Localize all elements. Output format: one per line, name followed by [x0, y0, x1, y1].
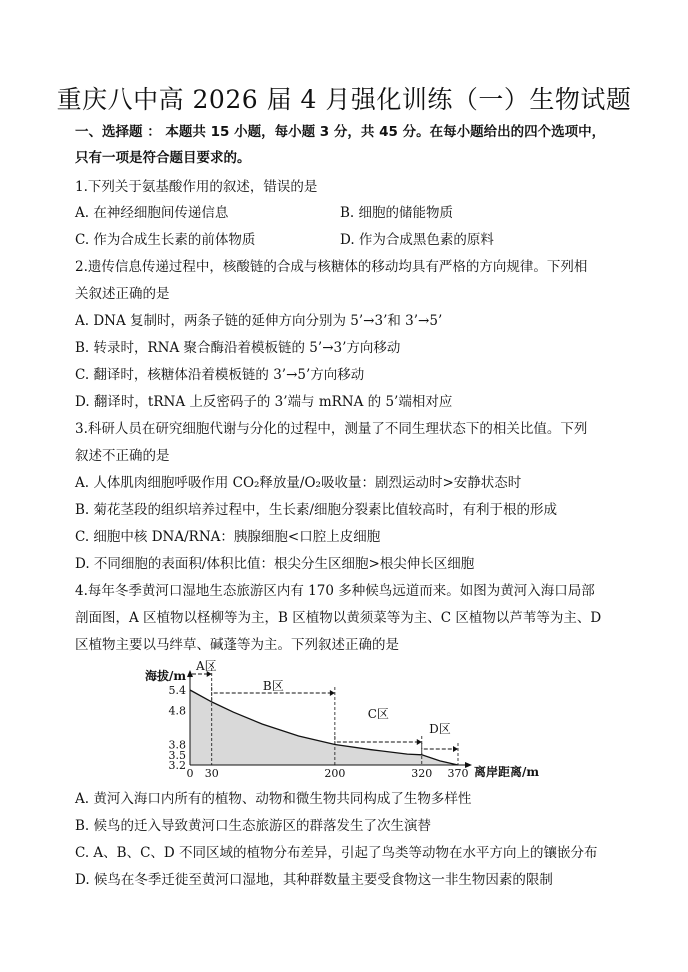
x-tick-label: 370 [447, 767, 469, 780]
zone-arrow [417, 739, 422, 745]
q3-option-d: D. 不同细胞的表面积/体积比值：根尖分生区细胞>根尖伸长区细胞 [75, 556, 475, 572]
q1-stem: 1.下列关于氨基酸作用的叙述，错误的是 [75, 179, 318, 195]
q4-option-a: A. 黄河入海口内所有的植物、动物和微生物共同构成了生物多样性 [75, 791, 472, 807]
y-tick-label: 4.8 [168, 704, 186, 718]
x-tick-label: 0 [186, 767, 194, 780]
q3-stem-line1: 3.科研人员在研究细胞代谢与分化的过程中，测量了不同生理状态下的相关比值。下列 [75, 421, 588, 437]
q4-stem-line1: 4.每年冬季黄河口湿地生态旅游区内有 170 多种候鸟远道而来。如图为黄河入海口局部 [75, 583, 595, 599]
q1-option-c: C. 作为合成生长素的前体物质 [75, 232, 256, 248]
y-tick-label: 5.4 [168, 684, 186, 697]
q1-option-d: D. 作为合成黑色素的原料 [340, 232, 494, 248]
q2-option-b: B. 转录时，RNA 聚合酶沿着模板链的 5’→3’方向移动 [75, 340, 401, 356]
q1-option-b: B. 细胞的储能物质 [340, 205, 454, 221]
y-axis-arrow [187, 670, 193, 677]
q2-option-c: C. 翻译时，核糖体沿着模板链的 3’→5’方向移动 [75, 367, 365, 383]
zone-arrow [330, 690, 335, 696]
q1-option-a: A. 在神经细胞间传递信息 [75, 205, 229, 221]
q2-option-d: D. 翻译时，tRNA 上反密码子的 3’端与 mRNA 的 5’端相对应 [75, 394, 453, 410]
zone-label: B区 [262, 679, 284, 693]
y-axis-label: 海拔/m [145, 669, 187, 683]
zone-label: A区 [196, 659, 217, 673]
q3-option-b: B. 菊花茎段的组织培养过程中，生长素/细胞分裂素比值较高时，有利于根的形成 [75, 502, 558, 518]
section-heading-line1: 一、选择题 ： 本题共 15 小题，每小题 3 分，共 45 分。在每小题给出的四个选项中， [75, 124, 606, 140]
exam-title: 重庆八中高 2026 届 4 月强化训练（一）生物试题 [56, 85, 632, 114]
q2-stem-line2: 关叙述正确的是 [75, 286, 170, 302]
q2-option-a: A. DNA 复制时，两条子链的延伸方向分别为 5’→3’和 3’→5’ [75, 313, 443, 329]
q4-stem-line2: 剖面图，A 区植物以柽柳等为主，B 区植物以黄须菜等为主、C 区植物以芦苇等为主、D [75, 610, 602, 626]
q2-stem-line1: 2.遗传信息传递过程中，核酸链的合成与核糖体的移动均具有严格的方向规律。下列相 [75, 259, 588, 275]
q3-option-c: C. 细胞中核 DNA/RNA：胰腺细胞<口腔上皮细胞 [75, 529, 381, 545]
x-axis-label: 离岸距离/m [474, 765, 540, 779]
x-tick-label: 30 [204, 767, 219, 780]
section-heading-line2: 只有一项是符合题目要求的。 [75, 150, 251, 166]
q3-option-a: A. 人体肌肉细胞呼吸作用 CO₂释放量/O₂吸收量：剧烈运动时>安静状态时 [75, 475, 522, 491]
y-tick-label: 3.2 [168, 759, 186, 772]
x-tick-label: 200 [324, 767, 346, 780]
x-tick-label: 320 [411, 767, 433, 780]
zone-label: D区 [429, 722, 451, 736]
q4-option-c: C. A、B、C、D 不同区域的植物分布差异，引起了鸟类等动物在水平方向上的镶嵌分布 [75, 845, 598, 861]
q4-option-d: D. 候鸟在冬季迁徙至黄河口湿地，其种群数量主要受食物这一非生物因素的限制 [75, 872, 553, 888]
q4-option-b: B. 候鸟的迁入导致黄河口生态旅游区的群落发生了次生演替 [75, 818, 432, 834]
y-tick-label: 3.5 [168, 748, 186, 762]
y-tick-label: 3.8 [168, 738, 186, 752]
profile-area [190, 690, 458, 765]
q3-stem-line2: 叙述不正确的是 [75, 448, 170, 464]
q4-stem-line3: 区植物主要以马绊草、碱蓬等为主。下列叙述正确的是 [75, 637, 399, 653]
zone-label: C区 [367, 707, 389, 721]
zone-arrow [453, 746, 458, 752]
